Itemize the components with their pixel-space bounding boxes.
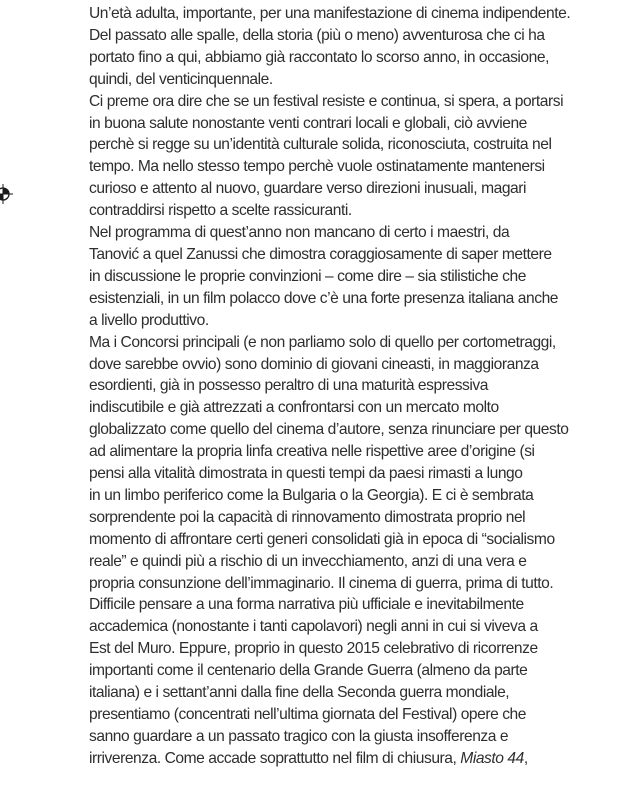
text-line: esistenziali, in un film polacco dove c’è una forte presenza italiana anche	[89, 289, 559, 307]
text-line: propria consunzione dell’immaginario. Il cinema di guerra, prima di tutto.	[89, 574, 554, 592]
text-line: accademica (nonostante i tanti capolavori) negli anni in cui si viveva a	[89, 618, 538, 636]
text-line: dove sarebbe ovvio) sono dominio di giovani cineasti, in maggioranza	[89, 355, 539, 373]
text-line: globalizzato come quello del cinema d’autore, senza rinunciare per questo	[89, 421, 569, 439]
text-line: Ci preme ora dire che se un festival resiste e continua, si spera, a portarsi	[89, 92, 564, 110]
paragraph-identity	[89, 91, 619, 222]
text-line: sorprendente poi la capacità di rinnovamento dimostrata proprio nel	[89, 508, 526, 526]
text-line: Difficile pensare a una forma narrativa più ufficiale e inevitabilmente	[89, 596, 524, 614]
paragraph-intro	[89, 3, 619, 91]
paragraph-competitions	[89, 332, 619, 770]
text-line: Ma i Concorsi principali (e non parliamo solo di quello per cortometraggi,	[89, 333, 556, 351]
body-text	[89, 3, 619, 770]
text-line: tempo. Ma nello stesso tempo perchè vuole ostinatamente mantenersi	[89, 158, 545, 176]
text-line: Nel programma di quest’anno non mancano di certo i maestri, da	[89, 224, 510, 242]
text-line: perchè si regge su un’identità culturale solida, riconosciuta, costruita nel	[89, 136, 552, 154]
text-line: ad alimentare la propria linfa creativa nelle rispettive aree d’origine (si	[89, 443, 535, 461]
text-line: Del passato alle spalle, della storia (più o meno) avventurosa che ci ha	[89, 26, 545, 44]
text-line: quindi, del venticinquennale.	[89, 70, 273, 88]
text-line: curioso e attento al nuovo, guardare verso direzioni inusuali, magari	[89, 180, 527, 198]
text-line: pensi alla vitalità dimostrata in questi tempi da paesi rimasti a lungo	[89, 465, 523, 483]
text-line: portato fino a qui, abbiamo già raccontato lo scorso anno, in occasione,	[89, 48, 549, 66]
text-line: Un’età adulta, importante, per una manifestazione di cinema indipendente.	[89, 5, 571, 22]
paragraph-masters	[89, 222, 619, 332]
text-line: italiana) e i settant’anni dalla fine della Seconda guerra mondiale,	[89, 684, 510, 702]
text-line: in discussione le proprie convinzioni – come dire – sia stilistiche che	[89, 267, 526, 285]
text-line: sanno guardare a un passato tragico con la giusta insofferenza e	[89, 727, 509, 745]
registration-crosshair-icon	[0, 184, 13, 204]
text-line: importanti come il centenario della Grande Guerra (almeno da parte	[89, 662, 528, 680]
text-line: in buona salute nonostante venti contrari locali e globali, ciò avviene	[89, 114, 527, 132]
text-line: presentiamo (concentrati nell’ultima giornata del Festival) opere che	[89, 706, 526, 723]
film-title-miasto-44: Miasto 44	[460, 749, 524, 767]
text-line: a livello produttivo.	[89, 311, 209, 329]
text-line: reale” e quindi più a rischio di un invecchiamento, anzi di una vera e	[89, 552, 527, 570]
text-fragment: ,	[523, 749, 528, 767]
text-line-last	[89, 748, 619, 770]
text-line: Est del Muro. Eppure, proprio in questo 2015 celebrativo di ricorrenze	[89, 640, 538, 658]
text-line: indiscutibile e già attrezzati a confrontarsi con un mercato molto	[89, 399, 499, 417]
text-line: Tanović a quel Zanussi che dimostra coraggiosamente di saper mettere	[89, 245, 552, 263]
text-line: momento di affrontare certi generi consolidati già in epoca di “socialismo	[89, 530, 555, 548]
text-fragment: irriverenza. Come accade soprattutto nel film di chiusura,	[89, 749, 461, 767]
text-line: contraddirsi rispetto a scelte rassicuranti.	[89, 202, 352, 220]
text-line: esordienti, già in possesso peraltro di una maturità espressiva	[89, 377, 488, 395]
text-line: in un limbo periferico come la Bulgaria o la Georgia). E ci è sembrata	[89, 486, 534, 504]
